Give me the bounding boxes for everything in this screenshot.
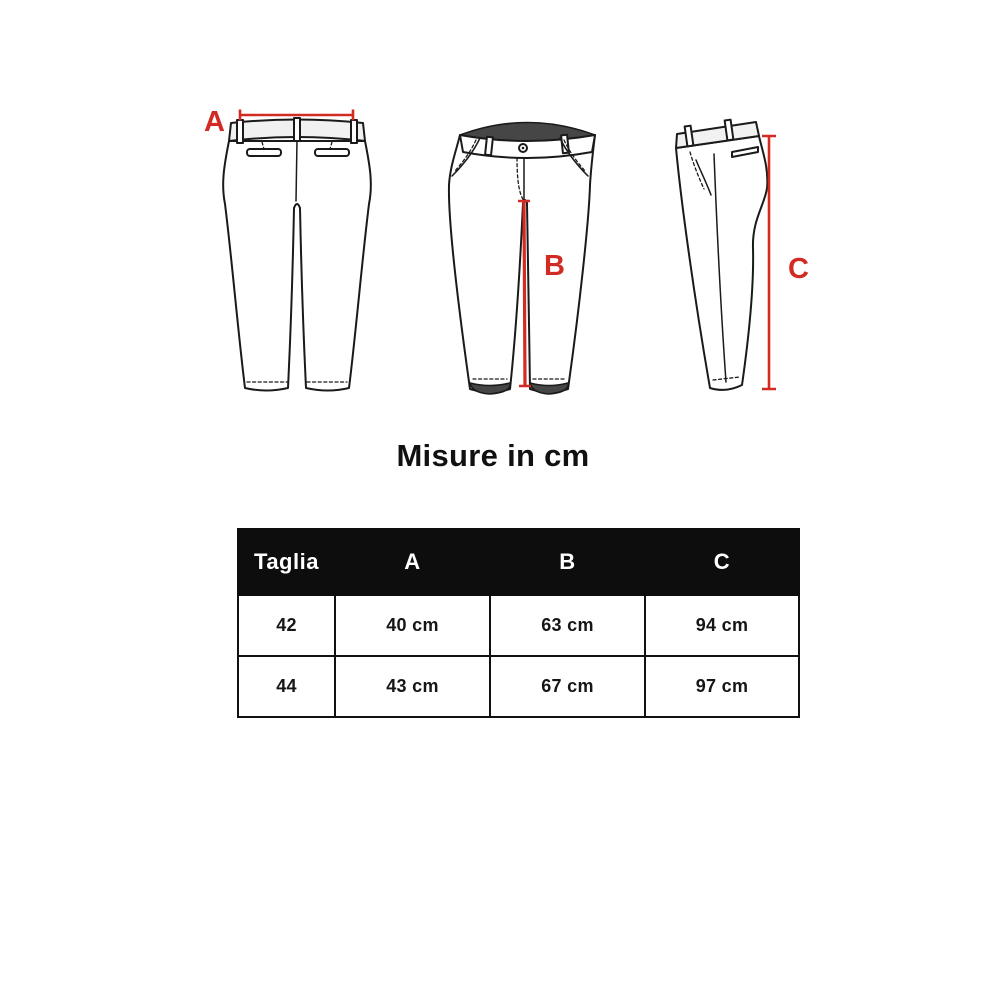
column-header-taglia: Taglia xyxy=(238,529,335,595)
size-cell-c: 97 cm xyxy=(645,656,799,717)
column-header-a: A xyxy=(335,529,490,595)
size-cell-b: 67 cm xyxy=(490,656,645,717)
size-cell-taglia: 42 xyxy=(238,595,335,656)
back-pocket-welt xyxy=(247,149,281,156)
column-header-b: B xyxy=(490,529,645,595)
pants-back-garment xyxy=(223,118,371,391)
size-cell-a: 43 cm xyxy=(335,656,490,717)
size-table-header-row xyxy=(238,529,799,595)
center-back-seam xyxy=(296,140,297,201)
pants-back-view-drawing xyxy=(200,100,370,400)
pants-side-garment xyxy=(676,120,767,390)
measure-label-b: B xyxy=(544,250,565,282)
pants-front-garment xyxy=(449,123,595,395)
measure-label-c: C xyxy=(788,253,809,285)
garment-body-outline xyxy=(676,136,767,390)
belt-loop xyxy=(237,120,243,143)
belt-loop xyxy=(294,118,300,141)
pants-side-view-drawing xyxy=(655,110,825,400)
size-cell-taglia: 44 xyxy=(238,656,335,717)
pants-front-view-drawing xyxy=(435,105,605,405)
size-cell-a: 40 cm xyxy=(335,595,490,656)
back-pocket-welt xyxy=(315,149,349,156)
garment-body-outline xyxy=(449,135,595,392)
waist-button-hole xyxy=(522,147,525,150)
belt-loop xyxy=(351,120,357,143)
size-table-row xyxy=(238,595,799,656)
measure-line-b xyxy=(524,201,525,386)
page-title: Misure in cm xyxy=(396,438,590,473)
size-table-row xyxy=(238,656,799,717)
measure-label-a: A xyxy=(204,106,225,138)
column-header-c: C xyxy=(645,529,799,595)
belt-loop xyxy=(485,137,493,156)
size-cell-b: 63 cm xyxy=(490,595,645,656)
size-table xyxy=(237,528,800,718)
size-cell-c: 94 cm xyxy=(645,595,799,656)
